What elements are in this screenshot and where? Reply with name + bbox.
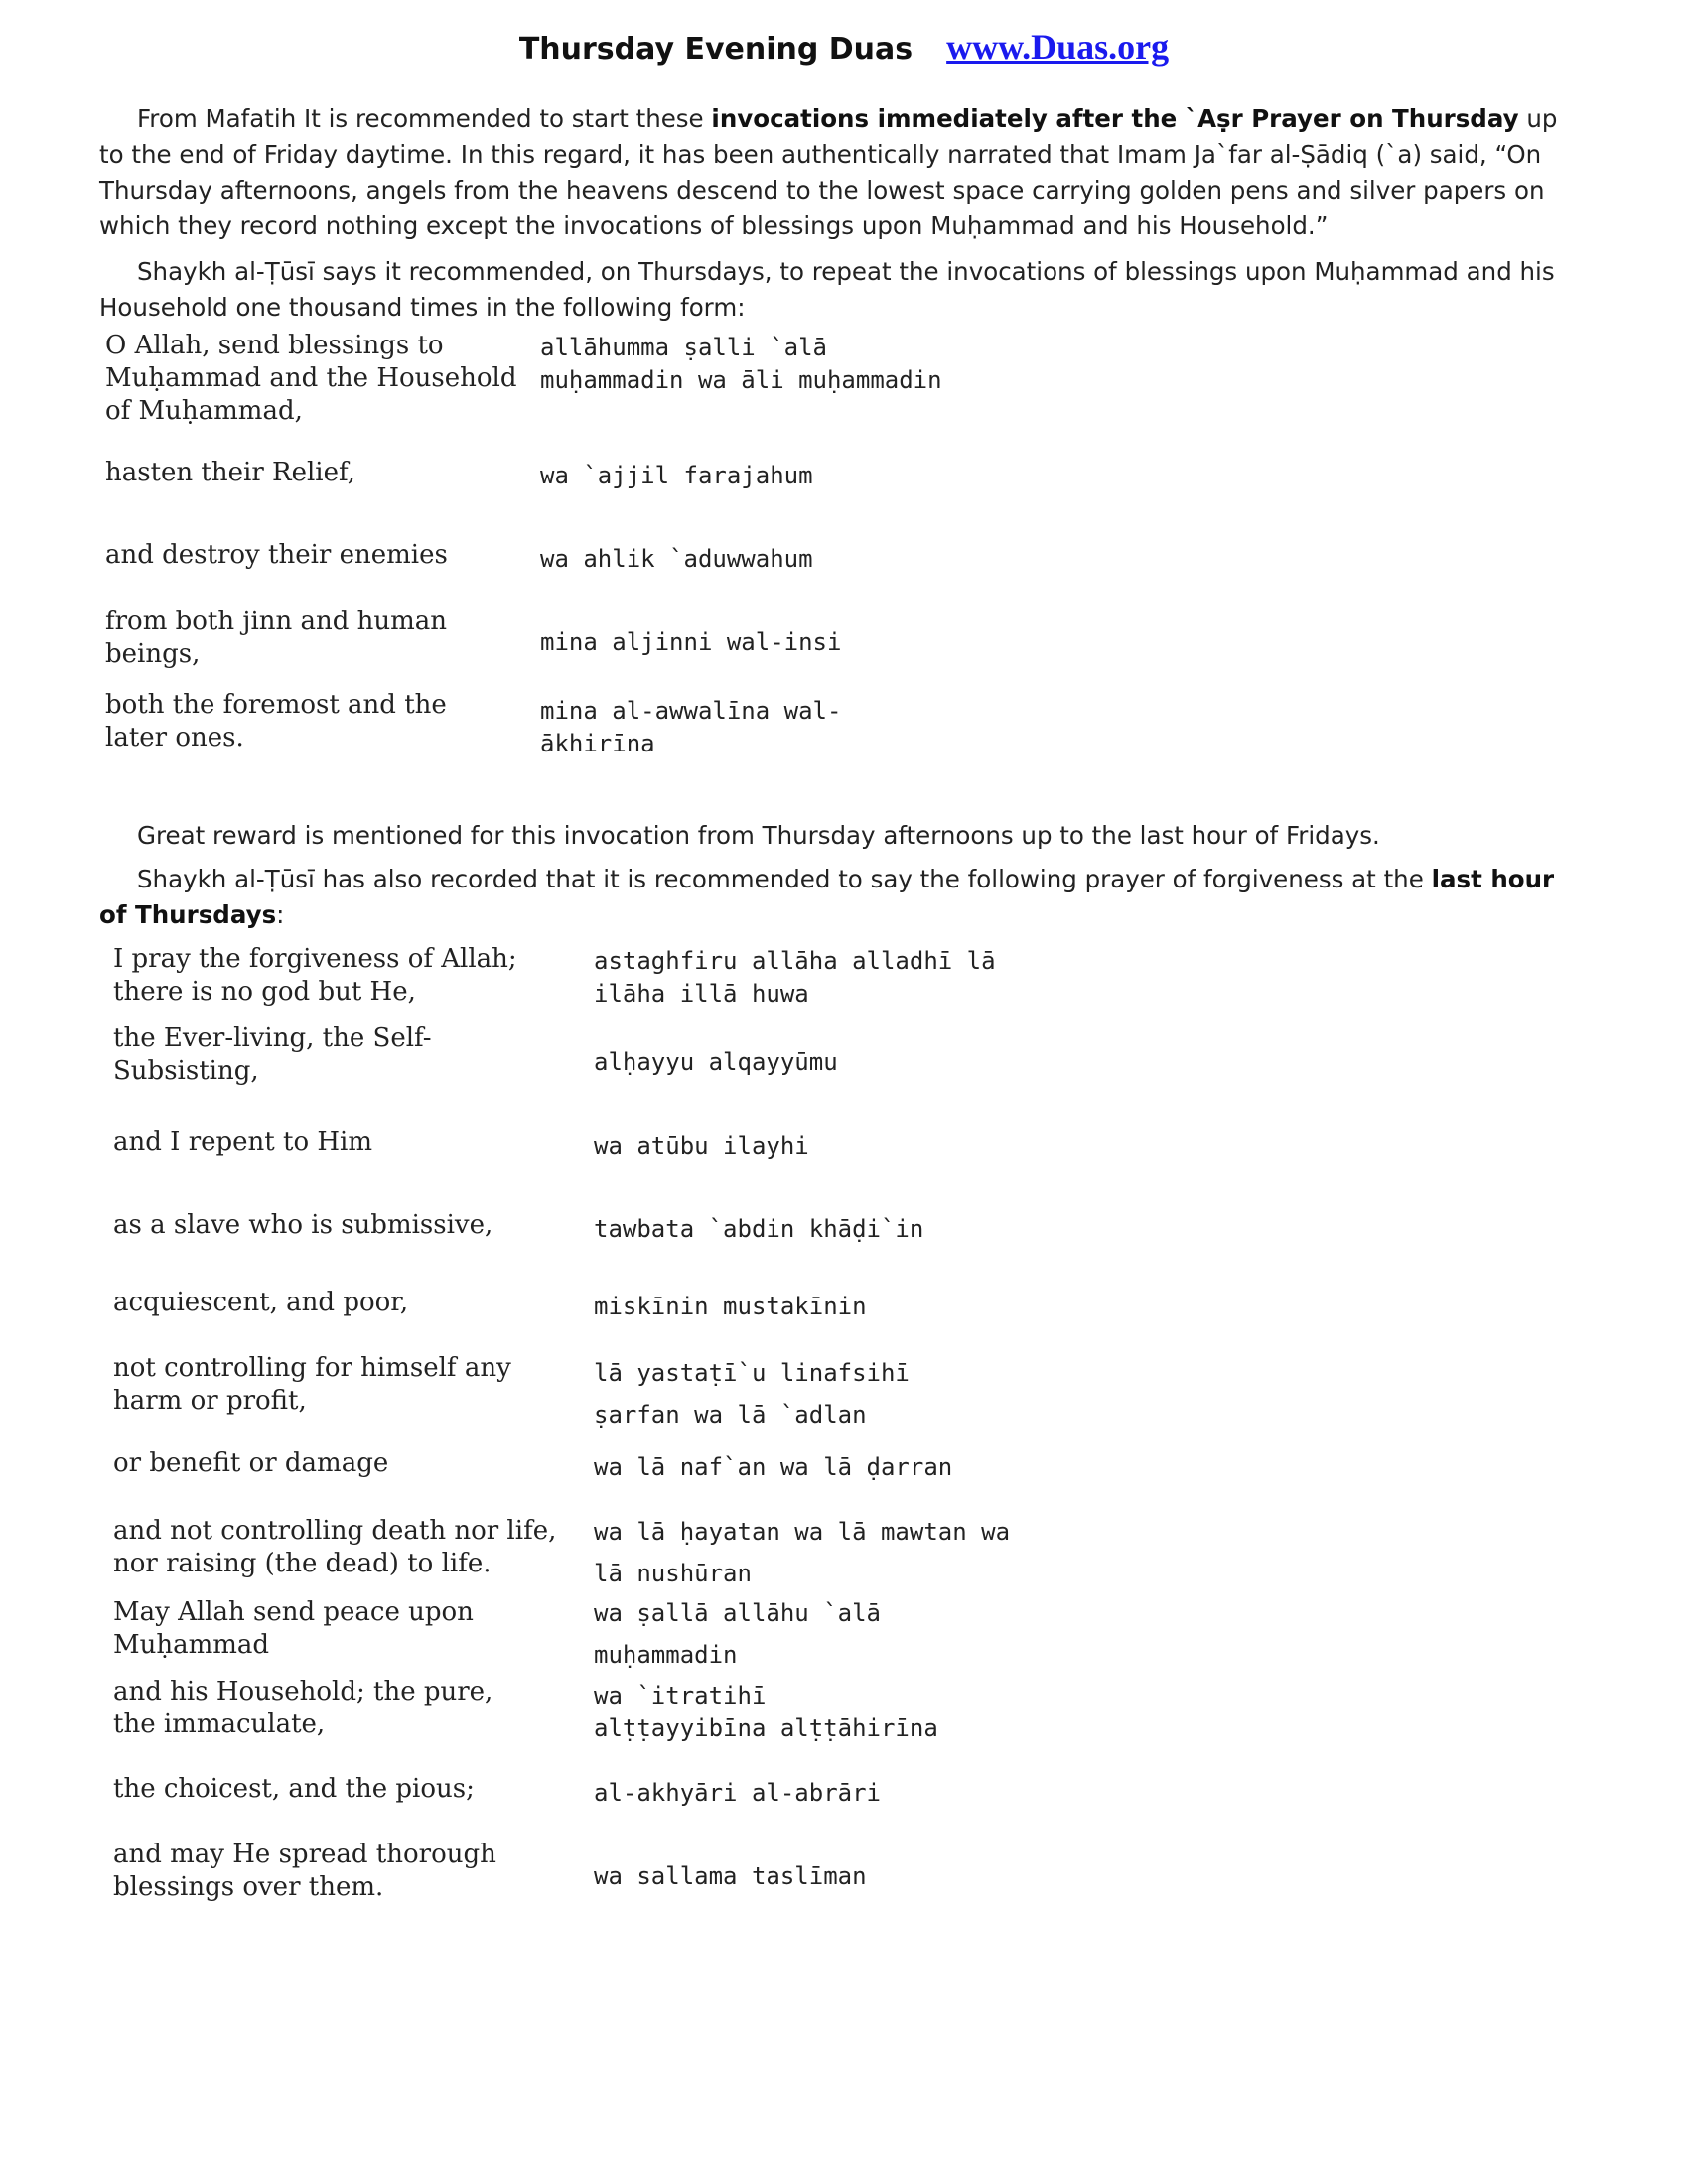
transliteration-text: alḥayyu alqayyūmu <box>594 1048 838 1076</box>
transliteration-text: wa sallama taslīman <box>594 1862 867 1890</box>
intro-text-bold: invocations immediately after the `Aṣr Prayer on Thursday <box>711 104 1519 133</box>
transliteration-text: wa lā naf`an wa lā ḍarran <box>594 1453 953 1481</box>
transliteration-text: mina al-awwalīna wal-ākhirīna <box>540 697 842 757</box>
tusi-text: Shaykh al-Ṭūsī says it recommended, on Thursdays, to repeat the invocations of blessings upon Muḥammad and his Household one thousand times in the following form: <box>99 257 1555 322</box>
english-text: as a slave who is submissive, <box>113 1210 493 1240</box>
english-text: or benefit or damage <box>113 1448 389 1478</box>
english-text: hasten their Relief, <box>105 458 355 487</box>
intro-text-a: From Mafatih It is recommended to start these <box>137 104 712 133</box>
header <box>0 26 1688 68</box>
tusi-paragraph <box>99 254 1589 326</box>
forgiveness-intro-paragraph <box>99 862 1589 933</box>
english-text: and may He spread thorough blessings over them. <box>113 1840 496 1902</box>
english-text: and not controlling death nor life, nor raising (the dead) to life. <box>113 1516 557 1578</box>
forgiveness-intro-c: : <box>276 900 285 929</box>
site-link[interactable]: www.Duas.org <box>946 27 1170 67</box>
transliteration-text: wa `itratihī alṭṭayyibīna alṭṭāhirīna <box>594 1682 938 1742</box>
page-title: Thursday Evening Duas <box>518 32 914 67</box>
transliteration-text: wa `ajjil farajahum <box>540 462 813 489</box>
transliteration-text: mina aljinni wal-insi <box>540 628 842 656</box>
english-text: O Allah, send blessings to Muḥammad and the Household of Muḥammad, <box>105 331 517 426</box>
transliteration-text: lā yastaṭī`u linafsihī ṣarfan wa lā `adlan <box>594 1359 910 1429</box>
transliteration-text: astaghfiru allāha alladhī lā ilāha illā huwa <box>594 947 996 1008</box>
transliteration-text: al-akhyāri al-abrāri <box>594 1779 881 1807</box>
transliteration-text: wa ṣallā allāhu `alā muḥammadin <box>594 1599 881 1669</box>
forgiveness-intro-bold: last hour of Thursdays <box>99 865 1555 929</box>
english-text: both the foremost and the later ones. <box>105 690 447 752</box>
transliteration-text: tawbata `abdin khāḍi`in <box>594 1215 924 1243</box>
transliteration-text: allāhumma ṣalli `alā muḥammadin wa āli muḥammadin <box>540 334 942 394</box>
transliteration-text: wa atūbu ilayhi <box>594 1132 809 1160</box>
english-text: and I repent to Him <box>113 1127 373 1157</box>
english-text: and destroy their enemies <box>105 540 448 570</box>
english-text: I pray the forgiveness of Allah; there is no god but He, <box>113 944 517 1007</box>
reward-paragraph <box>99 818 1589 854</box>
english-text: from both jinn and human beings, <box>105 607 448 669</box>
intro-paragraph <box>99 101 1589 244</box>
english-text: the choicest, and the pious; <box>113 1774 475 1804</box>
reward-text: Great reward is mentioned for this invocation from Thursday afternoons up to the last hour of Fridays. <box>137 821 1380 850</box>
english-text: not controlling for himself any harm or profit, <box>113 1353 511 1416</box>
transliteration-text: wa lā ḥayatan wa lā mawtan wa lā nushūran <box>594 1518 1011 1587</box>
english-text: May Allah send peace upon Muḥammad <box>113 1597 474 1660</box>
transliteration-text: miskīnin mustakīnin <box>594 1293 867 1320</box>
transliteration-text: wa ahlik `aduwwahum <box>540 545 813 573</box>
intro-text-c: up to the end of Friday daytime. In this regard, it has been authentically narrated that Imam Ja`far al-Ṣādiq (`a) said, “On Thursday afternoons, angels from the heavens descend to the lowest space carrying golden pens and silver papers on which they record nothing except the invocations of blessings upon Muḥammad and his Household.” <box>99 104 1558 240</box>
english-text: the Ever-living, the Self-Subsisting, <box>113 1024 432 1086</box>
english-text: acquiescent, and poor, <box>113 1288 409 1317</box>
english-text: and his Household; the pure, the immaculate, <box>113 1677 493 1739</box>
forgiveness-intro-a: Shaykh al-Ṭūsī has also recorded that it is recommended to say the following prayer of forgiveness at the <box>137 865 1432 893</box>
